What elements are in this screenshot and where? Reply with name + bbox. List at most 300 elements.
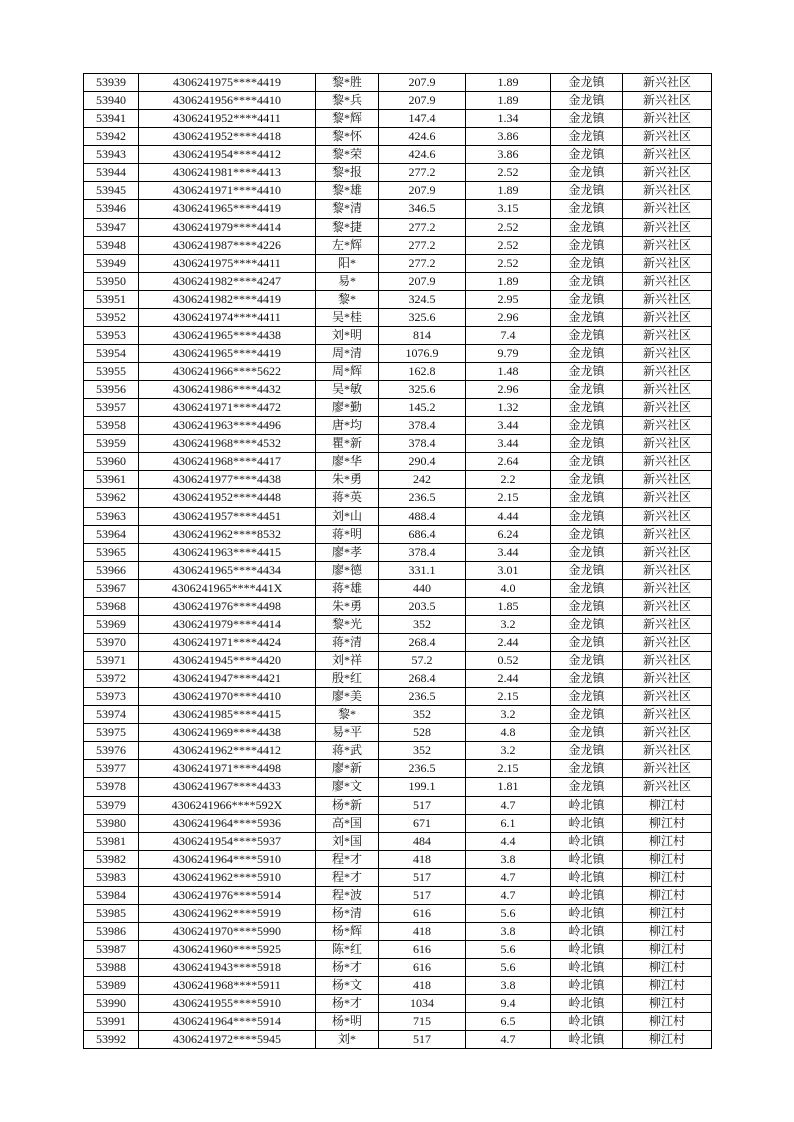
table-row xyxy=(84,92,712,110)
cell-town: 岭北镇 xyxy=(551,814,623,832)
cell-id-number: 4306241979****4414 xyxy=(139,615,316,633)
cell-town: 金龙镇 xyxy=(551,164,623,182)
cell-no: 53980 xyxy=(84,814,139,832)
table-row xyxy=(84,670,712,688)
cell-name: 黎* xyxy=(316,290,379,308)
cell-name: 杨*清 xyxy=(316,904,379,922)
cell-no: 53985 xyxy=(84,904,139,922)
cell-name: 程*才 xyxy=(316,850,379,868)
cell-amount: 277.2 xyxy=(379,254,466,272)
cell-area: 4.4 xyxy=(466,832,551,850)
cell-amount: 528 xyxy=(379,724,466,742)
cell-town: 金龙镇 xyxy=(551,344,623,362)
table-row xyxy=(84,543,712,561)
cell-amount: 203.5 xyxy=(379,597,466,615)
cell-id-number: 4306241968****4417 xyxy=(139,453,316,471)
cell-id-number: 4306241957****4451 xyxy=(139,507,316,525)
cell-area: 3.01 xyxy=(466,561,551,579)
cell-amount: 207.9 xyxy=(379,74,466,92)
cell-id-number: 4306241977****4438 xyxy=(139,471,316,489)
cell-town: 金龙镇 xyxy=(551,399,623,417)
cell-area: 1.34 xyxy=(466,110,551,128)
cell-name: 刘*国 xyxy=(316,832,379,850)
table-row xyxy=(84,182,712,200)
table-row xyxy=(84,633,712,651)
cell-area: 1.48 xyxy=(466,363,551,381)
cell-amount: 236.5 xyxy=(379,760,466,778)
cell-area: 3.2 xyxy=(466,742,551,760)
cell-amount: 517 xyxy=(379,886,466,904)
cell-id-number: 4306241968****4532 xyxy=(139,435,316,453)
cell-id-number: 4306241955****5910 xyxy=(139,995,316,1013)
cell-name: 黎*报 xyxy=(316,164,379,182)
cell-village: 新兴社区 xyxy=(623,164,712,182)
cell-name: 殷*红 xyxy=(316,670,379,688)
table-row xyxy=(84,832,712,850)
cell-amount: 268.4 xyxy=(379,633,466,651)
cell-village: 新兴社区 xyxy=(623,525,712,543)
table-body xyxy=(84,74,712,1049)
cell-town: 金龙镇 xyxy=(551,652,623,670)
cell-amount: 277.2 xyxy=(379,236,466,254)
cell-village: 新兴社区 xyxy=(623,489,712,507)
cell-town: 金龙镇 xyxy=(551,597,623,615)
cell-area: 3.44 xyxy=(466,543,551,561)
cell-id-number: 4306241965****4419 xyxy=(139,344,316,362)
cell-amount: 199.1 xyxy=(379,778,466,796)
cell-village: 柳江村 xyxy=(623,941,712,959)
cell-no: 53992 xyxy=(84,1031,139,1049)
cell-amount: 488.4 xyxy=(379,507,466,525)
cell-village: 柳江村 xyxy=(623,922,712,940)
cell-name: 蒋*英 xyxy=(316,489,379,507)
cell-id-number: 4306241945****4420 xyxy=(139,652,316,670)
cell-id-number: 4306241979****4414 xyxy=(139,218,316,236)
cell-no: 53975 xyxy=(84,724,139,742)
table-row xyxy=(84,254,712,272)
cell-id-number: 4306241971****4424 xyxy=(139,633,316,651)
cell-area: 6.5 xyxy=(466,1013,551,1031)
cell-amount: 352 xyxy=(379,742,466,760)
cell-id-number: 4306241943****5918 xyxy=(139,959,316,977)
table-row xyxy=(84,453,712,471)
cell-no: 53971 xyxy=(84,652,139,670)
data-table xyxy=(83,73,712,1049)
cell-id-number: 4306241962****5919 xyxy=(139,904,316,922)
table-row xyxy=(84,507,712,525)
cell-village: 柳江村 xyxy=(623,868,712,886)
cell-village: 新兴社区 xyxy=(623,417,712,435)
table-row xyxy=(84,652,712,670)
cell-no: 53969 xyxy=(84,615,139,633)
cell-id-number: 4306241985****4415 xyxy=(139,706,316,724)
cell-town: 金龙镇 xyxy=(551,778,623,796)
cell-no: 53968 xyxy=(84,597,139,615)
cell-village: 新兴社区 xyxy=(623,399,712,417)
cell-area: 4.7 xyxy=(466,868,551,886)
cell-name: 吴*敏 xyxy=(316,381,379,399)
cell-id-number: 4306241967****4433 xyxy=(139,778,316,796)
cell-amount: 418 xyxy=(379,850,466,868)
cell-area: 3.15 xyxy=(466,200,551,218)
cell-id-number: 4306241952****4448 xyxy=(139,489,316,507)
cell-area: 4.0 xyxy=(466,579,551,597)
cell-name: 阳* xyxy=(316,254,379,272)
cell-town: 金龙镇 xyxy=(551,218,623,236)
cell-name: 蒋*武 xyxy=(316,742,379,760)
cell-village: 柳江村 xyxy=(623,886,712,904)
cell-name: 黎*兵 xyxy=(316,92,379,110)
cell-no: 53979 xyxy=(84,796,139,814)
table-row xyxy=(84,904,712,922)
table-row xyxy=(84,688,712,706)
cell-no: 53945 xyxy=(84,182,139,200)
table-row xyxy=(84,1031,712,1049)
cell-village: 新兴社区 xyxy=(623,453,712,471)
cell-amount: 331.1 xyxy=(379,561,466,579)
table-row xyxy=(84,850,712,868)
cell-village: 柳江村 xyxy=(623,1031,712,1049)
table-row xyxy=(84,471,712,489)
cell-area: 2.52 xyxy=(466,218,551,236)
cell-amount: 352 xyxy=(379,615,466,633)
cell-no: 53939 xyxy=(84,74,139,92)
cell-village: 新兴社区 xyxy=(623,652,712,670)
cell-area: 3.86 xyxy=(466,146,551,164)
cell-area: 6.24 xyxy=(466,525,551,543)
cell-no: 53948 xyxy=(84,236,139,254)
cell-town: 岭北镇 xyxy=(551,904,623,922)
cell-no: 53986 xyxy=(84,922,139,940)
cell-village: 新兴社区 xyxy=(623,272,712,290)
cell-no: 53941 xyxy=(84,110,139,128)
cell-amount: 484 xyxy=(379,832,466,850)
cell-id-number: 4306241987****4226 xyxy=(139,236,316,254)
cell-village: 柳江村 xyxy=(623,814,712,832)
cell-town: 金龙镇 xyxy=(551,326,623,344)
cell-town: 岭北镇 xyxy=(551,922,623,940)
cell-id-number: 4306241965****4434 xyxy=(139,561,316,579)
cell-name: 黎*光 xyxy=(316,615,379,633)
cell-village: 新兴社区 xyxy=(623,742,712,760)
cell-no: 53967 xyxy=(84,579,139,597)
cell-id-number: 4306241974****4411 xyxy=(139,308,316,326)
cell-id-number: 4306241975****4411 xyxy=(139,254,316,272)
cell-name: 黎*捷 xyxy=(316,218,379,236)
cell-amount: 517 xyxy=(379,868,466,886)
cell-village: 新兴社区 xyxy=(623,561,712,579)
cell-town: 岭北镇 xyxy=(551,1031,623,1049)
table-row xyxy=(84,74,712,92)
cell-town: 岭北镇 xyxy=(551,977,623,995)
cell-town: 金龙镇 xyxy=(551,146,623,164)
cell-area: 2.15 xyxy=(466,489,551,507)
cell-village: 新兴社区 xyxy=(623,633,712,651)
cell-id-number: 4306241982****4419 xyxy=(139,290,316,308)
table-row xyxy=(84,381,712,399)
cell-amount: 616 xyxy=(379,904,466,922)
cell-town: 金龙镇 xyxy=(551,471,623,489)
cell-town: 金龙镇 xyxy=(551,706,623,724)
cell-amount: 236.5 xyxy=(379,489,466,507)
cell-amount: 418 xyxy=(379,922,466,940)
cell-name: 黎*怀 xyxy=(316,128,379,146)
cell-amount: 207.9 xyxy=(379,272,466,290)
cell-name: 程*才 xyxy=(316,868,379,886)
table-row xyxy=(84,308,712,326)
cell-area: 3.44 xyxy=(466,417,551,435)
cell-area: 5.6 xyxy=(466,941,551,959)
cell-town: 金龙镇 xyxy=(551,579,623,597)
cell-amount: 325.6 xyxy=(379,381,466,399)
cell-no: 53972 xyxy=(84,670,139,688)
cell-town: 金龙镇 xyxy=(551,507,623,525)
cell-village: 新兴社区 xyxy=(623,110,712,128)
cell-name: 瞿*新 xyxy=(316,435,379,453)
cell-no: 53981 xyxy=(84,832,139,850)
cell-no: 53957 xyxy=(84,399,139,417)
cell-no: 53950 xyxy=(84,272,139,290)
cell-name: 易*平 xyxy=(316,724,379,742)
table-row xyxy=(84,742,712,760)
cell-area: 2.52 xyxy=(466,254,551,272)
cell-name: 刘* xyxy=(316,1031,379,1049)
cell-area: 3.2 xyxy=(466,706,551,724)
cell-id-number: 4306241976****4498 xyxy=(139,597,316,615)
cell-area: 2.52 xyxy=(466,236,551,254)
cell-area: 9.4 xyxy=(466,995,551,1013)
cell-name: 黎*清 xyxy=(316,200,379,218)
cell-village: 新兴社区 xyxy=(623,290,712,308)
cell-village: 新兴社区 xyxy=(623,615,712,633)
cell-village: 新兴社区 xyxy=(623,128,712,146)
cell-no: 53990 xyxy=(84,995,139,1013)
cell-no: 53973 xyxy=(84,688,139,706)
cell-town: 金龙镇 xyxy=(551,381,623,399)
cell-area: 1.89 xyxy=(466,272,551,290)
cell-name: 黎* xyxy=(316,706,379,724)
cell-village: 新兴社区 xyxy=(623,92,712,110)
cell-amount: 277.2 xyxy=(379,218,466,236)
cell-id-number: 4306241981****4413 xyxy=(139,164,316,182)
cell-village: 新兴社区 xyxy=(623,435,712,453)
cell-id-number: 4306241968****5911 xyxy=(139,977,316,995)
cell-area: 9.79 xyxy=(466,344,551,362)
cell-id-number: 4306241969****4438 xyxy=(139,724,316,742)
cell-area: 4.7 xyxy=(466,796,551,814)
cell-no: 53987 xyxy=(84,941,139,959)
cell-name: 周*清 xyxy=(316,344,379,362)
cell-village: 新兴社区 xyxy=(623,597,712,615)
cell-area: 2.96 xyxy=(466,381,551,399)
cell-town: 金龙镇 xyxy=(551,182,623,200)
cell-id-number: 4306241965****4438 xyxy=(139,326,316,344)
cell-village: 新兴社区 xyxy=(623,146,712,164)
cell-amount: 715 xyxy=(379,1013,466,1031)
cell-amount: 424.6 xyxy=(379,128,466,146)
cell-town: 金龙镇 xyxy=(551,74,623,92)
cell-name: 杨*才 xyxy=(316,959,379,977)
table-row xyxy=(84,525,712,543)
table-row xyxy=(84,561,712,579)
cell-town: 岭北镇 xyxy=(551,1013,623,1031)
cell-town: 岭北镇 xyxy=(551,850,623,868)
cell-name: 刘*明 xyxy=(316,326,379,344)
cell-town: 金龙镇 xyxy=(551,236,623,254)
table-row xyxy=(84,760,712,778)
cell-town: 金龙镇 xyxy=(551,724,623,742)
cell-amount: 207.9 xyxy=(379,92,466,110)
cell-name: 蒋*明 xyxy=(316,525,379,543)
cell-name: 廖*华 xyxy=(316,453,379,471)
cell-id-number: 4306241963****4415 xyxy=(139,543,316,561)
cell-town: 岭北镇 xyxy=(551,796,623,814)
cell-village: 柳江村 xyxy=(623,995,712,1013)
cell-name: 杨*明 xyxy=(316,1013,379,1031)
cell-id-number: 4306241971****4472 xyxy=(139,399,316,417)
cell-no: 53984 xyxy=(84,886,139,904)
table-row xyxy=(84,941,712,959)
cell-town: 金龙镇 xyxy=(551,92,623,110)
cell-area: 1.89 xyxy=(466,92,551,110)
cell-area: 3.86 xyxy=(466,128,551,146)
cell-village: 新兴社区 xyxy=(623,381,712,399)
table-row xyxy=(84,706,712,724)
table-row xyxy=(84,272,712,290)
table-row xyxy=(84,579,712,597)
cell-name: 程*波 xyxy=(316,886,379,904)
table-row xyxy=(84,326,712,344)
cell-town: 岭北镇 xyxy=(551,886,623,904)
cell-town: 金龙镇 xyxy=(551,435,623,453)
cell-town: 金龙镇 xyxy=(551,128,623,146)
table-row xyxy=(84,796,712,814)
cell-name: 朱*勇 xyxy=(316,471,379,489)
cell-area: 3.8 xyxy=(466,922,551,940)
cell-id-number: 4306241971****4498 xyxy=(139,760,316,778)
cell-town: 金龙镇 xyxy=(551,254,623,272)
cell-no: 53983 xyxy=(84,868,139,886)
cell-no: 53963 xyxy=(84,507,139,525)
cell-no: 53965 xyxy=(84,543,139,561)
cell-village: 新兴社区 xyxy=(623,688,712,706)
cell-id-number: 4306241986****4432 xyxy=(139,381,316,399)
cell-village: 柳江村 xyxy=(623,1013,712,1031)
cell-no: 53989 xyxy=(84,977,139,995)
cell-village: 新兴社区 xyxy=(623,724,712,742)
cell-no: 53947 xyxy=(84,218,139,236)
cell-area: 2.52 xyxy=(466,164,551,182)
cell-area: 2.15 xyxy=(466,760,551,778)
cell-town: 岭北镇 xyxy=(551,941,623,959)
cell-id-number: 4306241970****4410 xyxy=(139,688,316,706)
table-row xyxy=(84,814,712,832)
cell-village: 柳江村 xyxy=(623,904,712,922)
cell-no: 53976 xyxy=(84,742,139,760)
cell-name: 廖*勤 xyxy=(316,399,379,417)
cell-amount: 352 xyxy=(379,706,466,724)
cell-id-number: 4306241956****4410 xyxy=(139,92,316,110)
cell-amount: 242 xyxy=(379,471,466,489)
cell-id-number: 4306241965****441X xyxy=(139,579,316,597)
cell-name: 廖*美 xyxy=(316,688,379,706)
cell-town: 金龙镇 xyxy=(551,561,623,579)
cell-amount: 418 xyxy=(379,977,466,995)
table-row xyxy=(84,128,712,146)
cell-no: 53959 xyxy=(84,435,139,453)
cell-no: 53944 xyxy=(84,164,139,182)
cell-name: 易* xyxy=(316,272,379,290)
cell-name: 高*国 xyxy=(316,814,379,832)
table-row xyxy=(84,417,712,435)
cell-amount: 616 xyxy=(379,941,466,959)
cell-no: 53946 xyxy=(84,200,139,218)
cell-area: 2.44 xyxy=(466,670,551,688)
cell-amount: 147.4 xyxy=(379,110,466,128)
cell-no: 53940 xyxy=(84,92,139,110)
cell-village: 新兴社区 xyxy=(623,74,712,92)
table-row xyxy=(84,218,712,236)
cell-town: 金龙镇 xyxy=(551,308,623,326)
cell-id-number: 4306241971****4410 xyxy=(139,182,316,200)
cell-no: 53991 xyxy=(84,1013,139,1031)
cell-name: 廖*德 xyxy=(316,561,379,579)
cell-village: 新兴社区 xyxy=(623,326,712,344)
table-row xyxy=(84,200,712,218)
table-row xyxy=(84,778,712,796)
cell-village: 柳江村 xyxy=(623,796,712,814)
cell-name: 廖*孝 xyxy=(316,543,379,561)
cell-name: 唐*均 xyxy=(316,417,379,435)
cell-id-number: 4306241962****8532 xyxy=(139,525,316,543)
table-row xyxy=(84,344,712,362)
cell-amount: 378.4 xyxy=(379,417,466,435)
cell-amount: 290.4 xyxy=(379,453,466,471)
cell-no: 53962 xyxy=(84,489,139,507)
cell-area: 1.32 xyxy=(466,399,551,417)
cell-village: 新兴社区 xyxy=(623,760,712,778)
table-row xyxy=(84,995,712,1013)
cell-area: 3.8 xyxy=(466,850,551,868)
cell-name: 蒋*雄 xyxy=(316,579,379,597)
cell-area: 2.64 xyxy=(466,453,551,471)
cell-area: 7.4 xyxy=(466,326,551,344)
cell-amount: 145.2 xyxy=(379,399,466,417)
table-row xyxy=(84,146,712,164)
table-row xyxy=(84,489,712,507)
cell-amount: 686.4 xyxy=(379,525,466,543)
cell-name: 黎*雄 xyxy=(316,182,379,200)
cell-id-number: 4306241962****5910 xyxy=(139,868,316,886)
cell-amount: 277.2 xyxy=(379,164,466,182)
cell-village: 新兴社区 xyxy=(623,363,712,381)
cell-area: 1.85 xyxy=(466,597,551,615)
cell-village: 柳江村 xyxy=(623,977,712,995)
cell-name: 陈*红 xyxy=(316,941,379,959)
cell-area: 5.6 xyxy=(466,959,551,977)
cell-town: 金龙镇 xyxy=(551,543,623,561)
cell-area: 3.2 xyxy=(466,615,551,633)
cell-name: 刘*祥 xyxy=(316,652,379,670)
cell-town: 金龙镇 xyxy=(551,363,623,381)
cell-no: 53955 xyxy=(84,363,139,381)
cell-village: 新兴社区 xyxy=(623,507,712,525)
cell-town: 金龙镇 xyxy=(551,200,623,218)
cell-name: 蒋*清 xyxy=(316,633,379,651)
cell-name: 廖*新 xyxy=(316,760,379,778)
cell-name: 左*辉 xyxy=(316,236,379,254)
cell-name: 杨*辉 xyxy=(316,922,379,940)
